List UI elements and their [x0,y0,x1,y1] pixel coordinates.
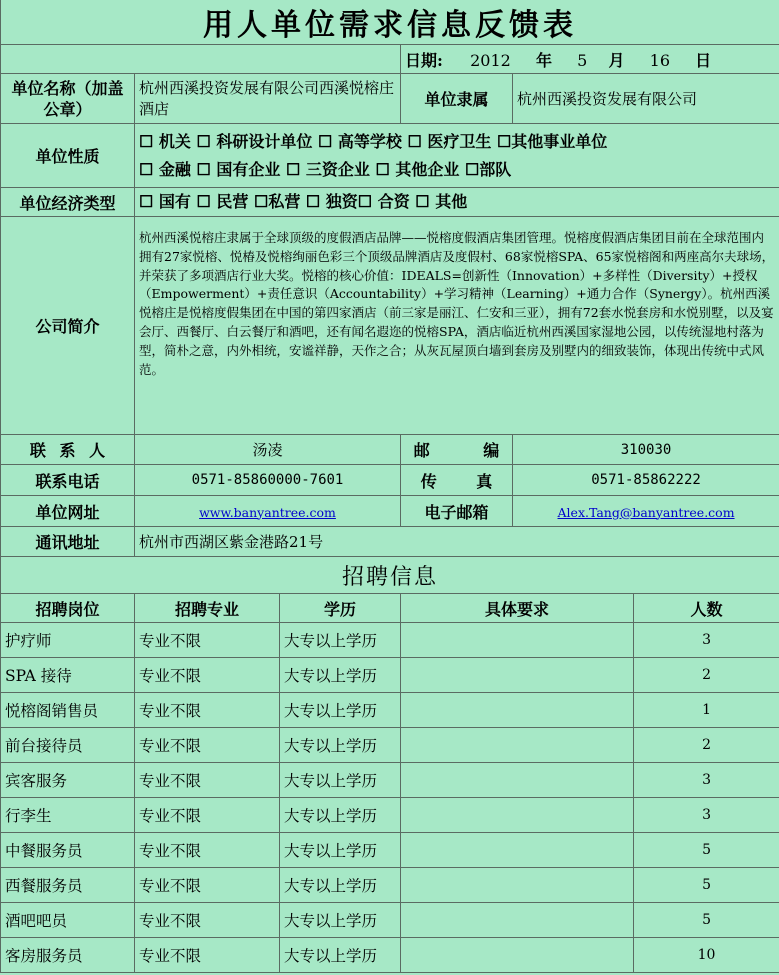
job-edu: 大专以上学历 [280,938,401,973]
job-post: 客房服务员 [1,938,135,973]
job-post: 悦榕阁销售员 [1,693,135,728]
job-edu: 大专以上学历 [280,693,401,728]
job-major: 专业不限 [135,868,280,903]
job-count: 5 [634,868,779,903]
job-edu: 大专以上学历 [280,623,401,658]
date-month-unit: 月 [608,50,625,70]
job-edu: 大专以上学历 [280,833,401,868]
phone-value: 0571-85860000-7601 [135,465,401,496]
job-req [401,763,634,798]
job-req [401,868,634,903]
page-title: 用人单位需求信息反馈表 [1,0,779,45]
zip-label: 邮 编 [401,435,513,465]
table-row [1,623,779,658]
website-label: 单位网址 [1,496,135,527]
job-count: 10 [634,938,779,973]
date-month: 5 [577,50,588,70]
affiliation-label: 单位隶属 [401,74,513,124]
date-day: 16 [649,50,670,70]
header-post: 招聘岗位 [1,594,135,623]
intro-text: 杭州西溪悦榕庄隶属于全球顶级的度假酒店品牌——悦榕度假酒店集团管理。悦榕度假酒店集团目前在全球范围内拥有27家悦榕、悦椿及悦榕绚丽色彩三个顶级品牌酒店及度假村、68家悦榕SPA、65家悦榕阁和两座高尔夫球场，并荣获了多项酒店行业大奖。悦榕的核心价值：IDEALS=创新性（Innovation）+多样性（Diversity）+授权（Empowerment）+责任意识（Accountability）+学习精神（Learning）+通力合作（Synergy）。杭州西溪悦榕庄是悦榕度假集团在中国的第四家酒店（前三家是丽江、仁安和三亚），拥有72套水悦套房和水悦别墅，以及宴会厅、西餐厅、白云餐厅和酒吧，还有闻名遐迩的悦榕SPA，酒店临近杭州西溪国家湿地公园，以传统湿地村落为型，简朴之意，内外相统，安谧祥静，天作之合；从灰瓦屋顶白墙到套房及别墅内的细致装饰，体现出传统中式风范。 [135,217,779,435]
intro-label: 公司简介 [1,217,135,435]
date-day-unit: 日 [695,50,712,70]
unit-name-value: 杭州西溪投资发展有限公司西溪悦榕庄酒店 [135,74,401,124]
email-label: 电子邮箱 [401,496,513,527]
job-count: 3 [634,623,779,658]
fax-value: 0571-85862222 [513,465,779,496]
website-cell [135,496,401,527]
header-req: 具体要求 [401,594,634,623]
date-year: 2012 [470,50,511,70]
job-count: 3 [634,763,779,798]
recruit-header-row [1,594,779,623]
job-post: 宾客服务 [1,763,135,798]
contact-value: 汤凌 [135,435,401,465]
job-major: 专业不限 [135,658,280,693]
email-cell [513,496,779,527]
job-post: 护疗师 [1,623,135,658]
table-row [1,903,779,938]
job-edu: 大专以上学历 [280,903,401,938]
job-req [401,728,634,763]
job-req [401,833,634,868]
job-post: 西餐服务员 [1,868,135,903]
job-req [401,693,634,728]
job-post: 前台接待员 [1,728,135,763]
header-edu: 学历 [280,594,401,623]
job-req [401,903,634,938]
job-edu: 大专以上学历 [280,763,401,798]
job-post: 中餐服务员 [1,833,135,868]
job-major: 专业不限 [135,938,280,973]
job-count: 1 [634,693,779,728]
job-edu: 大专以上学历 [280,728,401,763]
job-major: 专业不限 [135,763,280,798]
job-major: 专业不限 [135,798,280,833]
job-req [401,658,634,693]
economy-options: ☐ 国有 ☐ 民营 ☐私营 ☐ 独资☐ 合资 ☐ 其他 [135,188,779,217]
job-major: 专业不限 [135,903,280,938]
table-row [1,833,779,868]
table-row [1,728,779,763]
job-major: 专业不限 [135,728,280,763]
contact-label: 联 系 人 [1,435,135,465]
job-major: 专业不限 [135,693,280,728]
table-row [1,693,779,728]
fax-label: 传 真 [401,465,513,496]
website-link[interactable]: www.banyantree.com [199,504,336,520]
job-major: 专业不限 [135,833,280,868]
date-cell [401,45,779,74]
table-row [1,658,779,693]
table-row [1,798,779,833]
table-row [1,763,779,798]
job-count: 5 [634,903,779,938]
job-req [401,938,634,973]
recruit-section-title: 招聘信息 [1,557,779,594]
nature-label: 单位性质 [1,124,135,188]
job-edu: 大专以上学历 [280,658,401,693]
nature-options-line2: ☐ 金融 ☐ 国有企业 ☐ 三资企业 ☐ 其他企业 ☐部队 [139,159,512,179]
job-count: 3 [634,798,779,833]
table-row [1,938,779,973]
zip-value: 310030 [513,435,779,465]
header-count: 人数 [634,594,779,623]
job-count: 2 [634,658,779,693]
nature-options [135,124,779,188]
phone-label: 联系电话 [1,465,135,496]
economy-label: 单位经济类型 [1,188,135,217]
date-year-unit: 年 [535,50,552,70]
unit-name-label: 单位名称（加盖公章） [1,74,135,124]
date-label: 日期: [405,50,443,70]
job-post: SPA 接待 [1,658,135,693]
job-major: 专业不限 [135,623,280,658]
job-edu: 大专以上学历 [280,798,401,833]
job-edu: 大专以上学历 [280,868,401,903]
address-label: 通讯地址 [1,527,135,557]
affiliation-value: 杭州西溪投资发展有限公司 [513,74,779,124]
job-post: 酒吧吧员 [1,903,135,938]
job-count: 2 [634,728,779,763]
email-link[interactable]: Alex.Tang@banyantree.com [557,504,735,520]
nature-options-line1: ☐ 机关 ☐ 科研设计单位 ☐ 高等学校 ☐ 医疗卫生 ☐其他事业单位 [139,131,608,151]
job-req [401,798,634,833]
job-req [401,623,634,658]
table-row [1,868,779,903]
job-count: 5 [634,833,779,868]
header-major: 招聘专业 [135,594,280,623]
job-post: 行李生 [1,798,135,833]
job-rows [1,623,779,973]
address-value: 杭州市西湖区紫金港路21号 [135,527,779,557]
